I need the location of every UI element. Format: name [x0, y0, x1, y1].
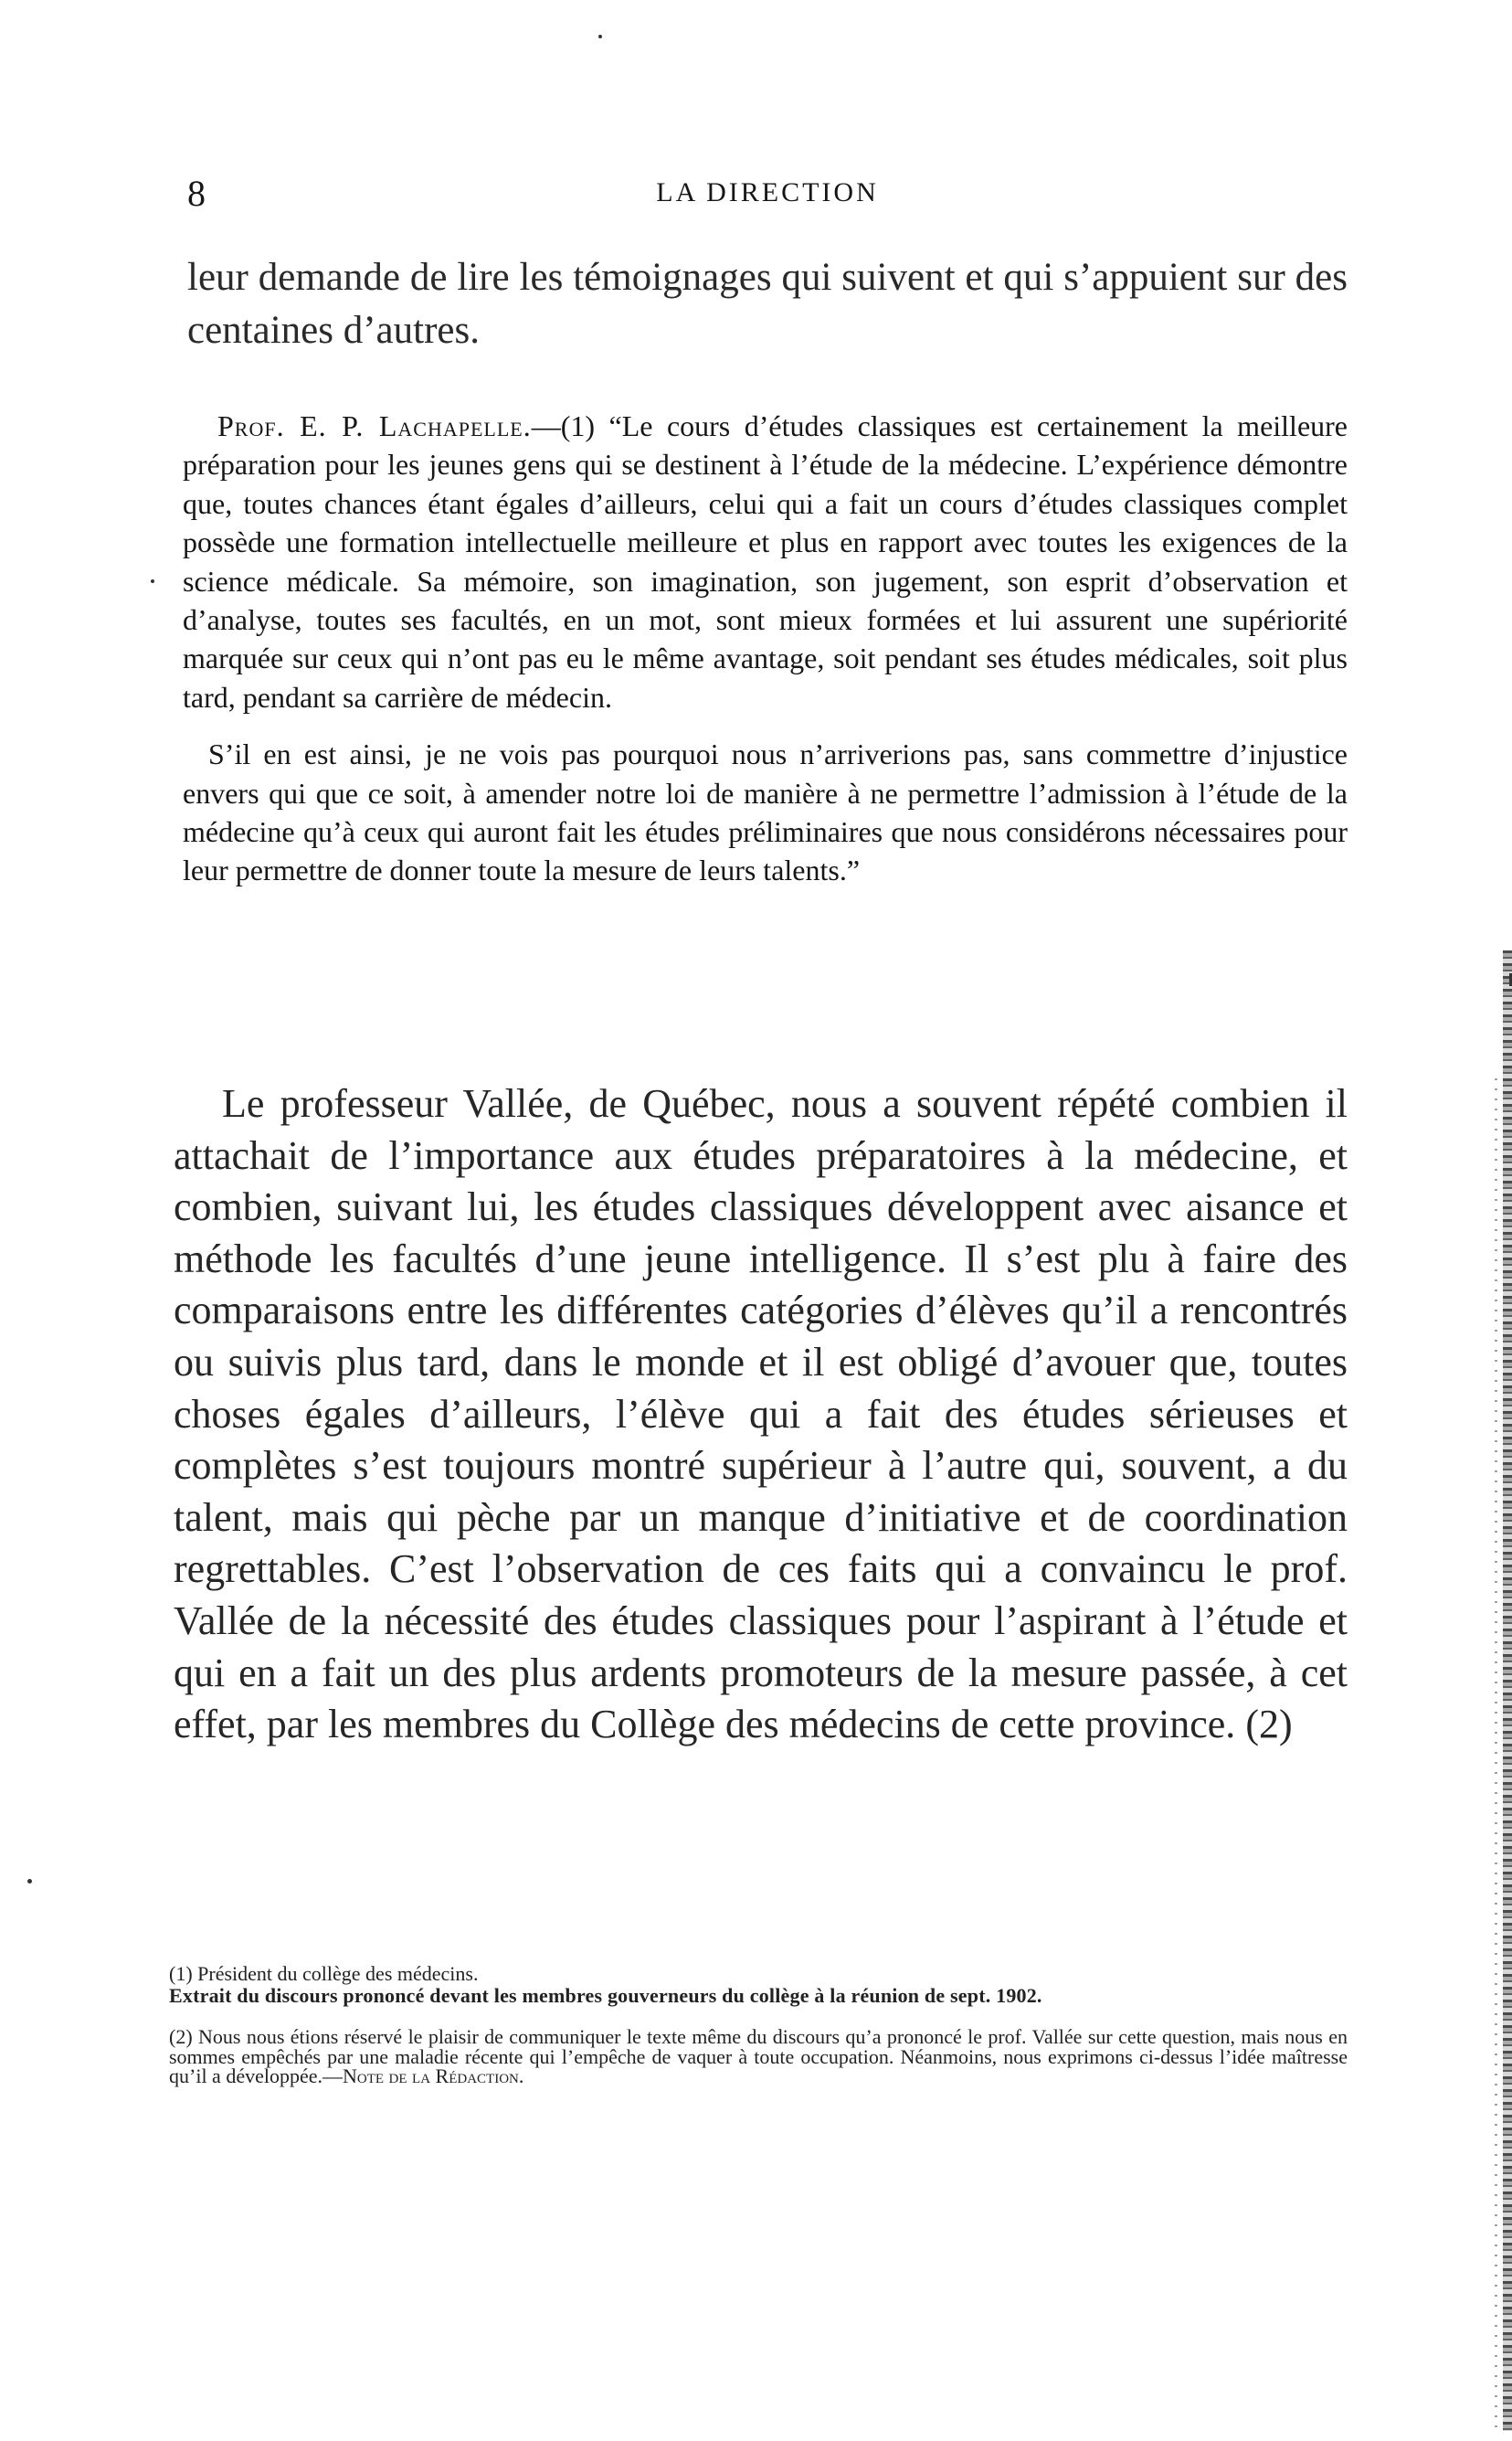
footnote-1-line-2: Extrait du discours prononcé devant les membres gouverneurs du collège à la réunion de sept. 1902. [169, 1984, 1042, 2007]
running-title: LA DIRECTION [656, 177, 879, 207]
footnote-1-line-1: (1) Président du collège des médecins. [169, 1962, 479, 1985]
quote-paragraph-2: S’il en est ainsi, je ne vois pas pourquoi nous n’arriverions pas, sans commettre d’injustice envers qui que ce soit, à amender notre loi de manière à ne permettre l’admission à l’étude de la médecine qu’à ceux qui auront fait les études préliminaires que nous considérons nécessaires pour leur permettre de donner toute la mesure de leurs talents.” [183, 738, 1348, 887]
footnotes [169, 1963, 1348, 2086]
quote-paragraph-1-text: Le cours d’études classiques est certainement la meilleure préparation pour les jeunes gens qui se destinent à l’étude de la médecine. L’expérience démontre que, toutes chances étant égales d’ailleurs, celui qui a fait un cours d’études classiques complet possède une formation intellectuelle meilleure et plus en rapport avec toutes les exigences de la science médicale. Sa mémoire, son imagination, son jugement, son esprit d’observation et d’analyse, toutes ses facultés, en un mot, sont mieux formées et lui assurent une supériorité marquée sur ceux qui n’ont pas eu le même avantage, soit pendant ses études médicales, soit plus tard, pendant sa carrière de médecin. [183, 409, 1348, 714]
body-paragraph-text: Le professeur Vallée, de Québec, nous a souvent répété combien il attachait de l’importance aux études préparatoires à la médecine, et combien, suivant lui, les études classiques développent avec aisance et méthode les facultés d’une jeune intelligence. Il s’est plu à faire des comparaisons entre les différentes catégories d’élèves qu’il a rencontrés ou suivis plus tard, dans le monde et il est obligé d’avouer que, toutes choses égales d’ailleurs, l’élève qui a fait des études sérieuses et complètes s’est toujours montré supérieur à l’autre qui, souvent, a du talent, mais qui pèche par un manque d’initiative et de coordination regrettables. C’est l’observation de ces faits qui a convaincu le prof. Vallée de la nécessité des études classiques pour l’aspirant à l’étude et qui en a fait un des plus ardents promoteurs de la mesure passée, à cet effet, par les membres du Collège des médecins de cette province. [174, 1081, 1348, 1747]
quote-attribution: Prof. E. P. Lachapelle. [217, 409, 532, 442]
footnote-reference: (2) [1245, 1702, 1293, 1747]
intro-paragraph: leur demande de lire les témoignages qui suivent et qui s’appuient sur des centaines d’autres. [187, 256, 1348, 352]
footnote-2 [169, 2027, 1348, 2086]
body-paragraph [174, 1078, 1348, 1751]
scan-speck [151, 579, 154, 583]
scan-speck [598, 35, 602, 38]
scan-speck [27, 1879, 32, 1884]
scanned-page-edge [1503, 950, 1512, 2431]
quote-block [183, 407, 1348, 890]
footnote-2-signature: Note de la Rédaction. [343, 2064, 524, 2087]
footnote-2-text: (2) Nous nous étions réservé le plaisir de communiquer le texte même du discours qu’a prononcé le prof. Vallée sur cette question, mais nous en sommes empêchés par une maladie récente qui l’empêche de vaquer à toute occupation. Néanmoins, nous exprimons ci-dessus l’idée maîtresse qu’il a développée.— [169, 2025, 1348, 2087]
quote-paragraph-1 [183, 407, 1348, 716]
quote-marker: —(1) “ [531, 409, 622, 442]
scanned-page-edge-shadow [1495, 1078, 1497, 2431]
running-head [187, 172, 1348, 218]
page-number: 8 [187, 173, 206, 214]
